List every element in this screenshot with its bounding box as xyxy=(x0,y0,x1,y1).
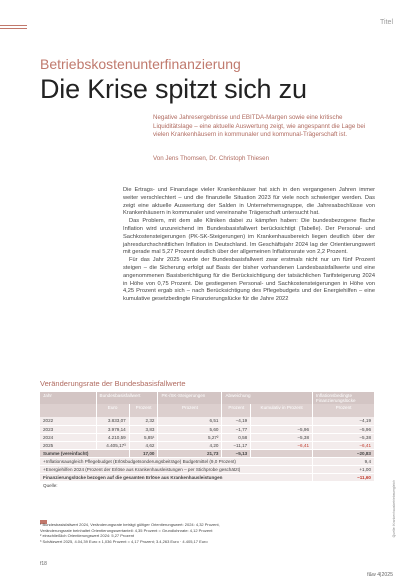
cell-pct: 3,83 xyxy=(129,425,158,433)
cell-gap: −6,41 xyxy=(313,441,375,449)
article-authors: Von Jens Thomsen, Dr. Christoph Thiesen xyxy=(153,155,270,162)
cell-gap: −5,38 xyxy=(313,433,375,441)
article-kicker: Betriebskostenunterfinanzierung xyxy=(40,56,241,72)
footnote: ² einschließlich Orientierungswert 2024: 5,27 Prozent xyxy=(40,533,135,539)
table-header-year: Jahr xyxy=(40,392,96,404)
cell-dev: 0,58 xyxy=(222,433,251,441)
header-rule xyxy=(0,25,27,26)
table-title: Veränderungsrate der Bundesbasisfallwerte xyxy=(40,379,186,388)
cell-year: 2023 xyxy=(40,425,96,433)
cell-note-text: +Inflationsausgleich Pflegebudget (Erlösbudgetsonderungsbeiträge) Budgetmittel (9,0 Prozent) xyxy=(40,457,313,465)
cell-pct: 5,85¹ xyxy=(129,433,158,441)
table-note-row xyxy=(40,473,375,481)
table-note-row xyxy=(40,465,375,473)
cell-sum-dev: −5,13 xyxy=(222,449,251,457)
table-header-gap: Inflationsbedingte Finanzierungslücke xyxy=(313,392,375,404)
table-row xyxy=(40,417,375,425)
cell-year: 2025 xyxy=(40,441,96,449)
cell-cum: −5,96 xyxy=(251,425,313,433)
article-headline: Die Krise spitzt sich zu xyxy=(40,74,307,104)
table-sum-row xyxy=(40,449,375,457)
cell-dev: −4,19 xyxy=(222,417,251,425)
cell-sum-label: Summe (vereinfacht) xyxy=(40,449,129,457)
table-row xyxy=(40,433,375,441)
footnotes xyxy=(40,522,340,544)
cell-sum-pct: 17,00 xyxy=(129,449,158,457)
table-subheader: Prozent xyxy=(129,404,158,417)
body-paragraph: Die Ertrags- und Finanzlage vieler Krankenhäuser hat sich in den vergangenen Jahren immer weiter verschlechtert – und die finanzielle Situation 2023 für viele noch schwieriger werden. Das zeigt eine aktuelle Auswertung der Salden in Unternehmensgruppe, die Jahresabschlüsse von Krankenhäusern in kommunaler und vereinsnahe Trägerschaft untersucht hat. xyxy=(123,187,375,217)
cell-sum-gap: −20,83 xyxy=(313,449,375,457)
cell-gap: −4,19 xyxy=(313,417,375,425)
cell-cum: −6,41 xyxy=(251,441,313,449)
footnote: ³ Schätzwert 2025, 4.04,39 Euro x 1,036 Prozent = 4,17 Prozent; 3.4,263 Euro · 4.405,17 Euro xyxy=(40,538,208,544)
cell-euro: 3.833,07 xyxy=(96,417,129,425)
cell-gap: −5,96 xyxy=(313,425,375,433)
cell-note-text: +Energiehilfen 2024 (Prozent der Erlöse aus Krankenhausleistungen – per Stichprobe geschätzt) xyxy=(40,465,313,473)
article-body xyxy=(123,187,375,304)
cell-pksk: 5,60 xyxy=(158,425,222,433)
cell-euro: 3.979,14 xyxy=(96,425,129,433)
page-number: f18 xyxy=(40,561,47,567)
article-lead: Negative Jahresergebnisse und EBITDA-Margen sowie eine kritische Liquiditätslage – eine aktuelle Auswertung zeigt, wie angespannt die Lage bei vielen Krankenhäusern in kommunaler und kommunal-Trägerschaft ist. xyxy=(153,114,366,139)
table-source-row xyxy=(40,481,375,489)
table-subheader: Kumulativ in Prozent xyxy=(251,404,313,417)
cell-pct: 2,32 xyxy=(129,417,158,425)
side-caption: Quelle: Krankenhausbetriebsvergleich xyxy=(392,480,396,538)
cell-euro: 4.210,59 xyxy=(96,433,129,441)
cell-note-value: −11,60 xyxy=(313,473,375,481)
cell-pksk: 6,51 xyxy=(158,417,222,425)
table-subheader: Prozent xyxy=(313,404,375,417)
data-table-wrapper xyxy=(40,392,375,520)
cell-pksk: 4,20 xyxy=(158,441,222,449)
body-paragraph: Für das Jahr 2025 wurde der Bundesbasisfallwert zwar erstmals nicht nur um fünf Prozent steigen – die Sicherung erfolgt auf Basis der bisher vorhandenen Landesbasisfallwerte und eine angenommenen Basisberichtigung für die Berücksichtigung der tatsächlichen Tarifsteigerung 2024 in Höhe von 0,75 Prozent. Die gestiegenen Personal- und Sachkostensteigerungen in Höhe von 4,25 Prozent ergab sich – nach Berücksichtigung des Pflegebudgets und der Energiehilfen – eine kumulative gesetzbedingte Finanzierungslücke für die Jahre 2022 xyxy=(123,257,375,303)
issue-label: f&w 4|2025 xyxy=(367,572,393,578)
data-table xyxy=(40,392,375,490)
table-subheader xyxy=(40,404,96,417)
table-header-basisfallwert: Bundesbasisfallwert xyxy=(96,392,158,404)
table-header-pksk: PK-/SK-Steigerungen xyxy=(158,392,222,404)
body-paragraph: Das Problem, mit dem alle Kliniken dabei zu kämpfen haben: Die bundesbezogene flache Inflation wird unzureichend im Bundesbasisfallwert berücksichtigt (Tabelle). Der Personal- und Sachkostensteigerungen (PK-SK-Steigerungen) im Krankenhausbereich liegen deutlich über der jahresdurchschnittlichen Inflation in Deutschland. Im Geschäftsjahr 2024 lag der Orientierungswert mit gerade mal 5,27 Prozent deutlich über der allgemeinen Inflationsrate von 2,2 Prozent. xyxy=(123,218,375,256)
header-rule-second xyxy=(0,28,27,29)
footnote: ¹ Bundesbasisfallwert 2024, Veränderungsrate beträgt gültiger Orientierungswert: 2024: 4,32 Prozent, xyxy=(40,522,220,527)
cell-dev: −1,77 xyxy=(222,425,251,433)
table-row xyxy=(40,441,375,449)
table-subheader: Prozent xyxy=(158,404,222,417)
cell-cum xyxy=(251,417,313,425)
cell-pksk: 5,27² xyxy=(158,433,222,441)
cell-cum: −5,38 xyxy=(251,433,313,441)
cell-note-value: 9,4 xyxy=(313,457,375,465)
cell-sum-cum xyxy=(251,449,313,457)
cell-note-text: Finanzierungslücke bezogen auf die gesamten Erlöse aus Krankenhausleistungen xyxy=(40,473,313,481)
cell-euro: 4.405,17³ xyxy=(96,441,129,449)
table-row xyxy=(40,425,375,433)
section-label: Titel xyxy=(380,19,393,26)
cell-year: 2024 xyxy=(40,433,96,441)
cell-sum-pksk: 21,73 xyxy=(158,449,222,457)
table-subheader: Prozent xyxy=(222,404,251,417)
cell-note-value: +1,00 xyxy=(313,465,375,473)
cell-year: 2022 xyxy=(40,417,96,425)
cell-dev: −11,17 xyxy=(222,441,251,449)
table-header-deviation: Abweichung xyxy=(222,392,313,404)
footnote: Veränderungsrate beinhaltet Orientierungswertanteil: 4,35 Prozent = Grundlohnrate: 4,12 Prozent xyxy=(40,527,213,533)
cell-pct: 4,62 xyxy=(129,441,158,449)
cell-source: Quelle: xyxy=(40,481,375,489)
table-subheader: Euro xyxy=(96,404,129,417)
table-note-row xyxy=(40,457,375,465)
